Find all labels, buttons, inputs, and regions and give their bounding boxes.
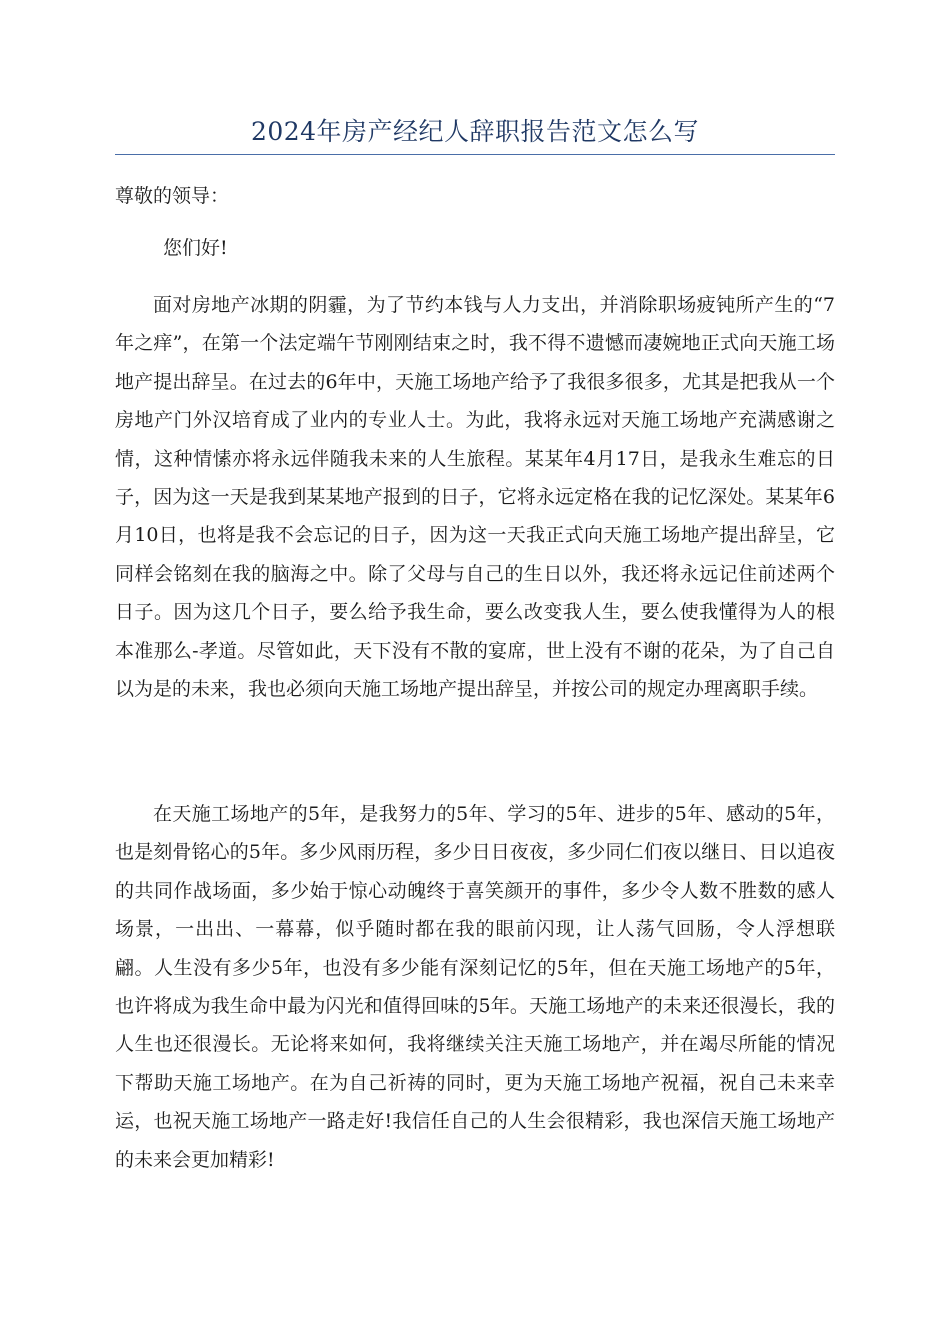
title-underline	[115, 154, 835, 155]
greeting: 您们好!	[163, 237, 228, 259]
body-paragraph-2: 在天施工场地产的5年，是我努力的5年、学习的5年、进步的5年、感动的5年，也是刻骨铭心的5年。多少风雨历程，多少日日夜夜，多少同仁们夜以继日、日以追夜的共同作战场面，多少始于惊心动魄终于喜笑颜开的事件，多少令人数不胜数的感人场景，一出出、一幕幕，似乎随时都在我的眼前闪现，让人荡气回肠，令人浮想联翩。人生没有多少5年，也没有多少能有深刻记忆的5年，但在天施工场地产的5年，也许将成为我生命中最为闪光和值得回味的5年。天施工场地产的未来还很漫长，我的人生也还很漫长。无论将来如何，我将继续关注天施工场地产，并在竭尽所能的情况下帮助天施工场地产。在为自己祈祷的同时，更为天施工场地产祝福，祝自己未来幸运，也祝天施工场地产一路走好!我信任自己的人生会很精彩，我也深信天施工场地产的未来会更加精彩!	[115, 803, 835, 1171]
document-title: 2024年房产经纪人辞职报告范文怎么写	[250, 117, 700, 146]
body-paragraph-1: 面对房地产冰期的阴霾，为了节约本钱与人力支出，并消除职场疲钝所产生的“7年之痒”，在第一个法定端午节刚刚结束之时，我不得不遗憾而凄婉地正式向天施工场地产提出辞呈。在过去的6年中，天施工场地产给予了我很多很多，尤其是把我从一个房地产门外汉培育成了业内的专业人士。为此，我将永远对天施工场地产充满感谢之情，这种情愫亦将永远伴随我未来的人生旅程。某某年4月17日，是我永生难忘的日子，因为这一天是我到某某地产报到的日子，它将永远定格在我的记忆深处。某某年6月10日，也将是我不会忘记的日子，因为这一天我正式向天施工场地产提出辞呈，它同样会铭刻在我的脑海之中。除了父母与自己的生日以外，我还将永远记住前述两个日子。因为这几个日子，要么给予我生命，要么改变我人生，要么使我懂得为人的根本准那么-孝道。尽管如此，天下没有不散的宴席，世上没有不谢的花朵，为了自己自以为是的未来，我也必须向天施工场地产提出辞呈，并按公司的规定办理离职手续。	[115, 294, 835, 701]
salutation: 尊敬的领导：	[115, 185, 230, 207]
